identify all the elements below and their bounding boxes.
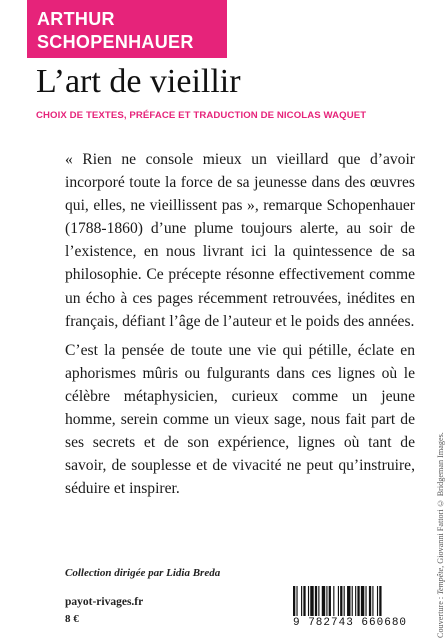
barcode-bar (310, 586, 313, 616)
blurb-paragraph-1: « Rien ne console mieux un vieillard que d’avoir incorporé toute la force de sa jeunesse dans des œuvres qui, elles, ne vieillissent pas », remarque Schopenhauer (1788-1860) d’une plume toujours alerte, au soir de l’existence, en nous livrant ici la quintessence de sa philosophie. Ce précepte résonne effectivement comme un écho à ces pages récemment retrouvées, inédites en français, défiant l’âge de l’auteur et le poids des années. (65, 151, 415, 330)
barcode-bar (377, 586, 378, 616)
collection-editor: Collection dirigée par Lidia Breda (65, 567, 221, 579)
back-cover-blurb (65, 148, 415, 506)
barcode-bar (333, 586, 334, 616)
barcode-bar (340, 586, 342, 616)
credit-artwork: Tempête (436, 567, 445, 595)
barcode-bar (369, 586, 371, 616)
barcode-bar (379, 586, 381, 616)
barcode-bar (355, 586, 356, 616)
barcode-bar (338, 586, 339, 616)
barcode-bar (352, 586, 353, 616)
price: 8 € (65, 613, 79, 625)
barcode-bar (293, 586, 295, 616)
barcode (283, 582, 433, 633)
barcode-bar (347, 586, 350, 616)
credit-prefix: Couverture : (436, 594, 445, 638)
publisher-website: payot-rivages.fr (65, 596, 144, 608)
barcode-bar (326, 586, 327, 616)
author-last-name: SCHOPENHAUER (37, 32, 194, 52)
barcode-bar (308, 586, 309, 616)
barcode-bar (372, 586, 373, 616)
book-subtitle: CHOIX DE TEXTES, PRÉFACE ET TRADUCTION DE NICOLAS WAQUET (36, 110, 367, 121)
barcode-bar (361, 586, 364, 616)
barcode-bar (296, 586, 297, 616)
barcode-bar (357, 586, 359, 616)
barcode-bar (329, 586, 331, 616)
book-title: L’art de vieillir (36, 63, 241, 100)
barcode-bar (322, 586, 325, 616)
isbn-number: 9 782743 660680 (293, 617, 408, 629)
barcode-bar (365, 586, 366, 616)
barcode-bar (315, 586, 317, 616)
barcode-bar (318, 586, 319, 616)
credit-suffix: , Giovanni Fattori © Bridgeman Images. (436, 432, 445, 568)
cover-credit (436, 418, 445, 638)
barcode-bar (344, 586, 345, 616)
barcode-bar (303, 586, 305, 616)
barcode-bar (301, 586, 302, 616)
barcode-bars (289, 586, 427, 618)
author-first-name: ARTHUR (37, 9, 115, 29)
blurb-paragraph-2: C’est la pensée de toute une vie qui pétille, éclate en aphorismes mûris ou fulgurants dans ces lignes où le célèbre métaphysicien, curieux comme un jeune homme, serein comme un vieux sage, nous fait part de ses secrets et de son expérience, lignes où tant de savoir, de souplesse et de vivacité ne peut qu’instruire, séduire et inspirer. (65, 341, 415, 498)
author-banner (27, 0, 227, 58)
